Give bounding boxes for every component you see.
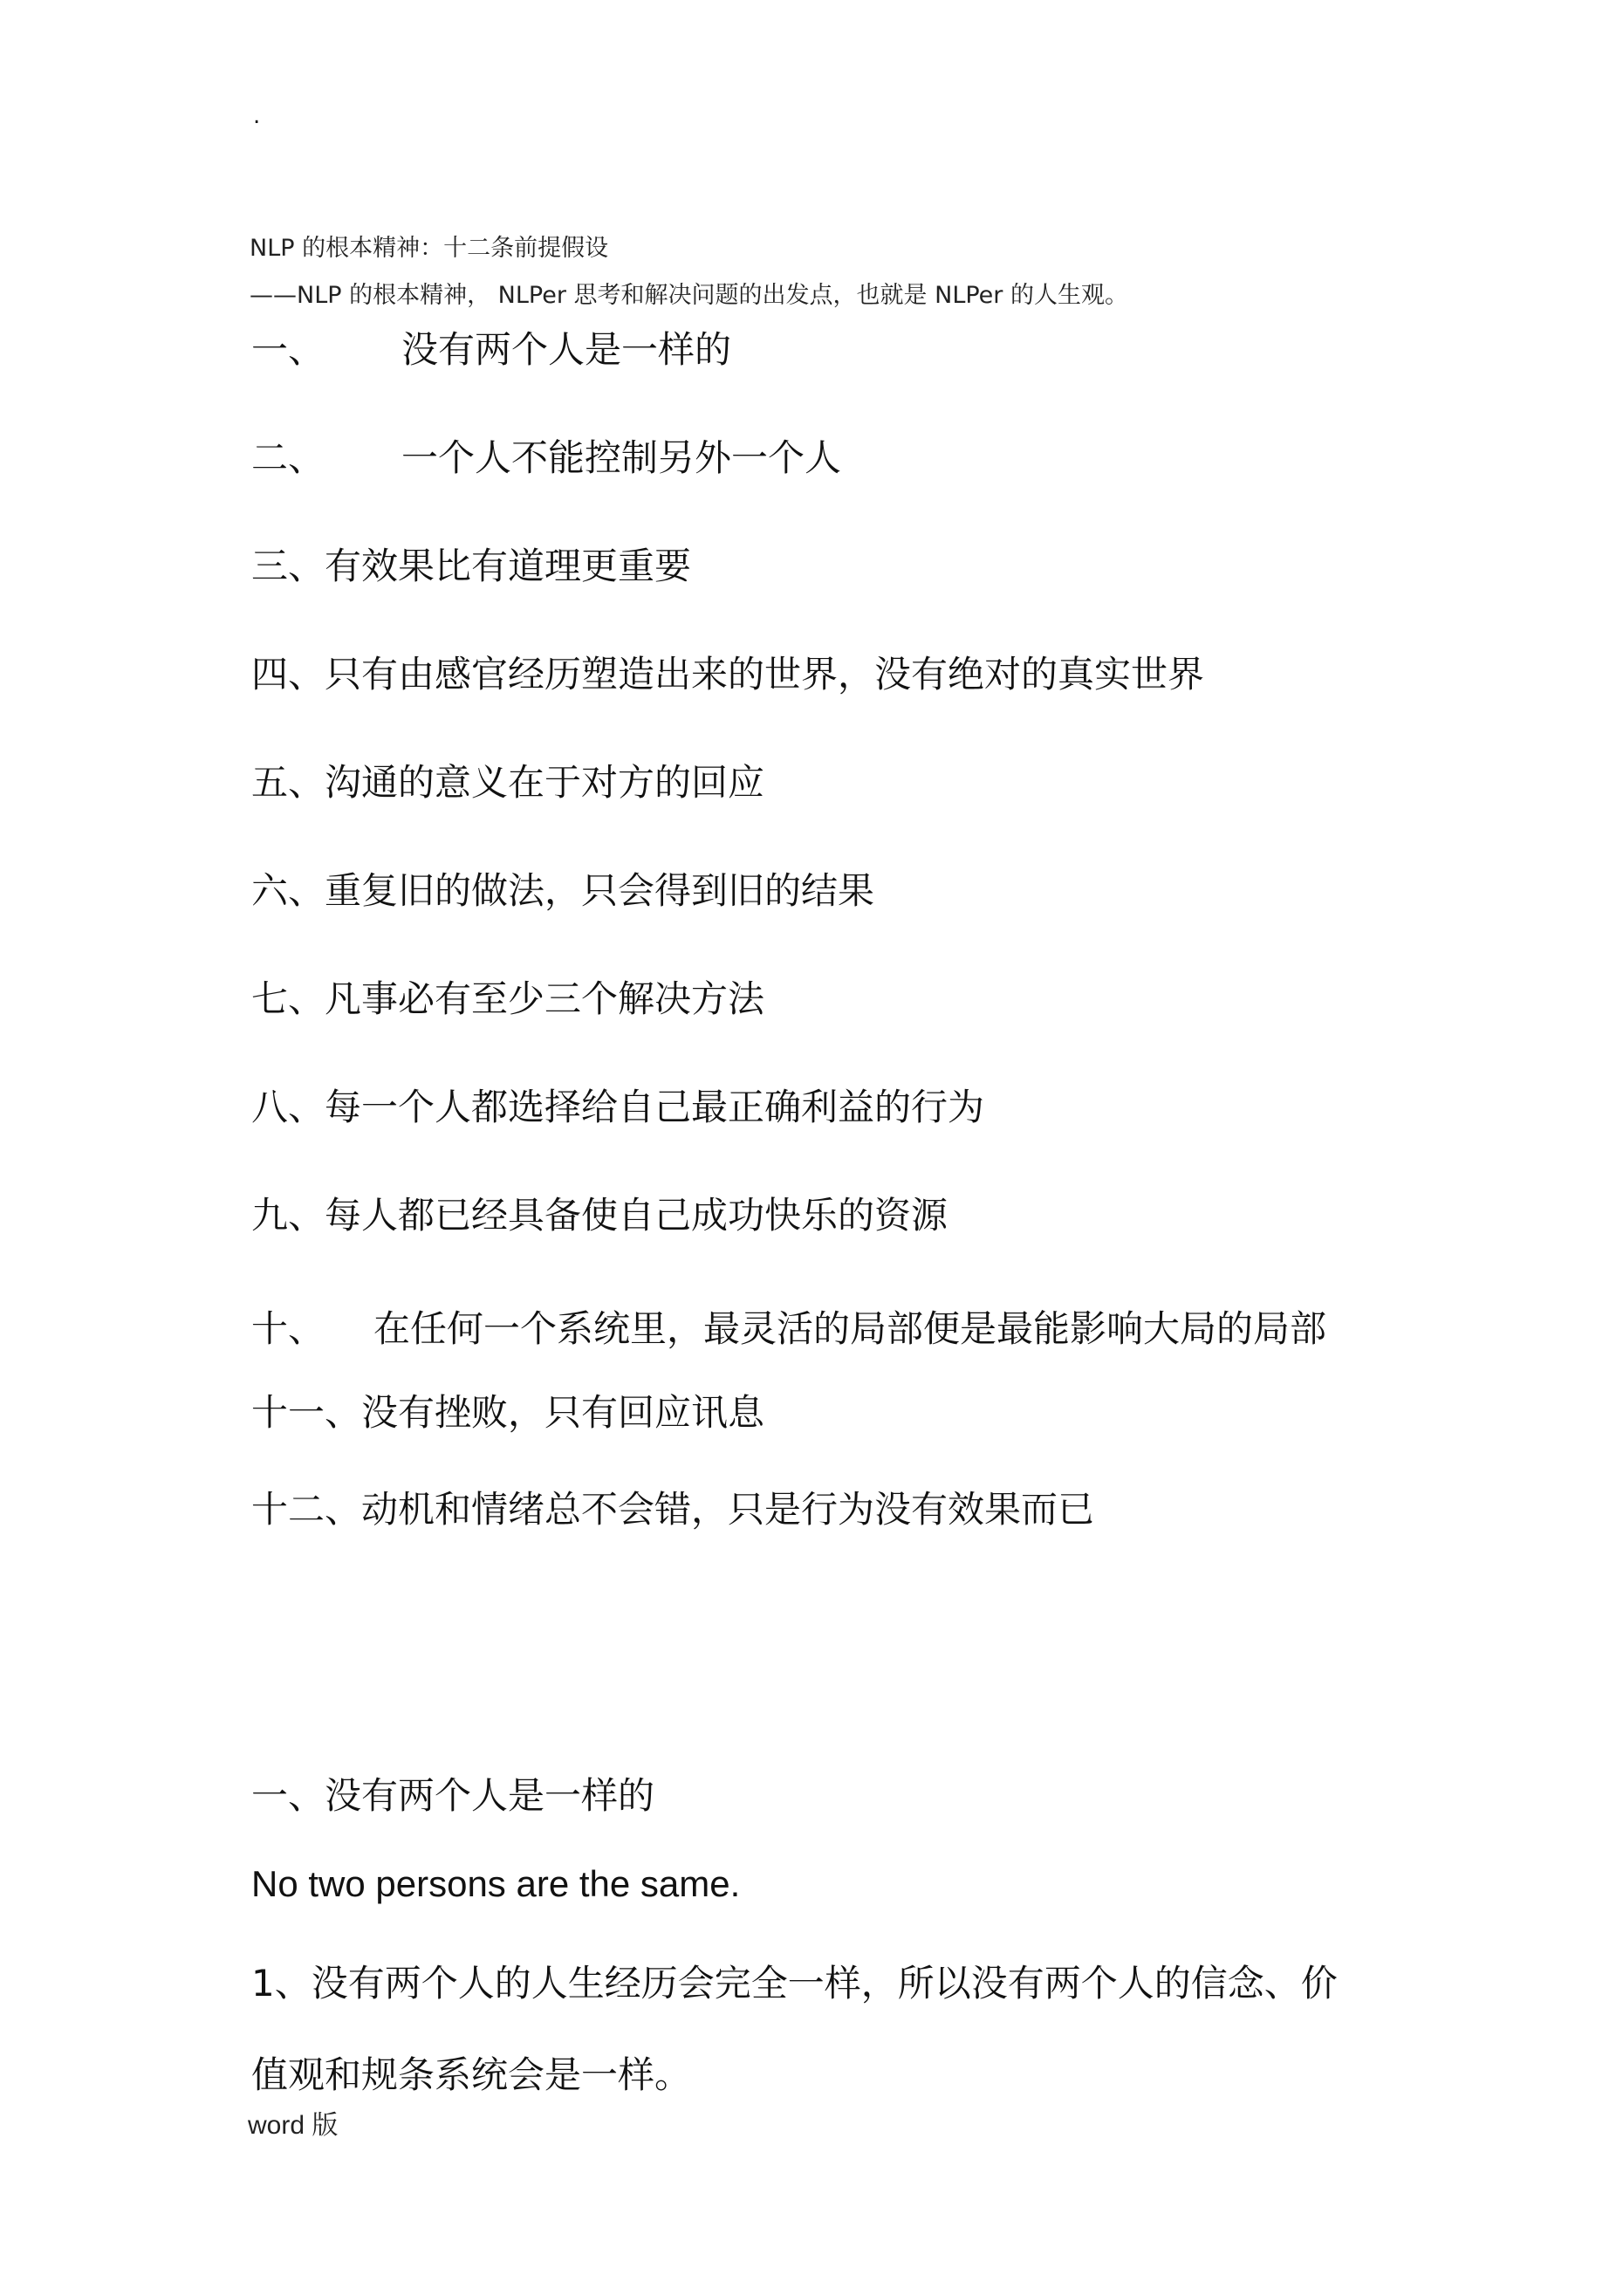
premise-number: 十、 <box>251 1307 325 1350</box>
premise-text: 只有由感官经历塑造出来的世界，没有绝对的真实世界 <box>325 653 1205 696</box>
section-heading: 一、没有两个人是一样的 <box>251 1774 655 1817</box>
premise-number: 二、 <box>251 436 325 479</box>
premise-item <box>251 1481 1094 1533</box>
premise-text: 没有挫败，只有回应讯息 <box>361 1391 765 1434</box>
header-dot: . <box>253 103 261 129</box>
premise-text: 动机和情绪总不会错，只是行为没有效果而已 <box>361 1488 1095 1531</box>
section-paragraph-line: 值观和规条系统会是一样。 <box>251 2053 692 2096</box>
premise-text: 没有两个人是一样的 <box>401 328 732 371</box>
premise-number: 七、 <box>251 977 325 1020</box>
premise-number: 十二、 <box>251 1488 362 1531</box>
premise-number: 九、 <box>251 1194 325 1237</box>
premise-number: 五、 <box>251 761 325 804</box>
premise-text: 沟通的意义在于对方的回应 <box>325 761 765 804</box>
premise-item <box>251 429 841 482</box>
premise-text: 有效果比有道理更重要 <box>325 545 692 587</box>
premise-text: 凡事必有至少三个解决方法 <box>325 977 765 1020</box>
premise-item <box>251 754 764 806</box>
premise-item <box>251 646 1204 698</box>
document-subtitle: ——NLP 的根本精神， NLPer 思考和解决问题的出发点，也就是 NLPer 的人生观。 <box>250 282 1128 309</box>
premise-item <box>251 1187 948 1239</box>
section-paragraph-line: 1、没有两个人的人生经历会完全一样，所以没有两个人的信念、价 <box>251 1962 1338 2005</box>
premise-item <box>251 1300 1326 1353</box>
premise-number: 三、 <box>251 545 325 587</box>
premise-text: 重复旧的做法，只会得到旧的结果 <box>325 869 875 912</box>
premise-item <box>251 1384 764 1436</box>
premise-text: 一个人不能控制另外一个人 <box>401 436 842 479</box>
document-title: NLP 的根本精神：十二条前提假设 <box>250 235 609 262</box>
premise-item <box>251 970 764 1023</box>
footer-label: word 版 <box>248 2111 339 2140</box>
premise-number: 十一、 <box>251 1391 362 1434</box>
premise-number: 六、 <box>251 869 325 912</box>
premise-item <box>251 538 691 590</box>
premise-item <box>251 862 874 915</box>
section-english-line: No two persons are the same. <box>251 1863 741 1904</box>
premise-item <box>251 1079 984 1131</box>
premise-text: 每一个人都选择给自己最正确利益的行为 <box>325 1086 985 1128</box>
premise-number: 一、 <box>251 328 325 371</box>
premise-text: 在任何一个系统里，最灵活的局部便是最能影响大局的局部 <box>373 1307 1327 1350</box>
premise-number: 八、 <box>251 1086 325 1128</box>
premise-number: 四、 <box>251 653 325 696</box>
premise-item <box>251 321 731 374</box>
premise-text: 每人都已经具备使自己成功快乐的资源 <box>325 1194 948 1237</box>
